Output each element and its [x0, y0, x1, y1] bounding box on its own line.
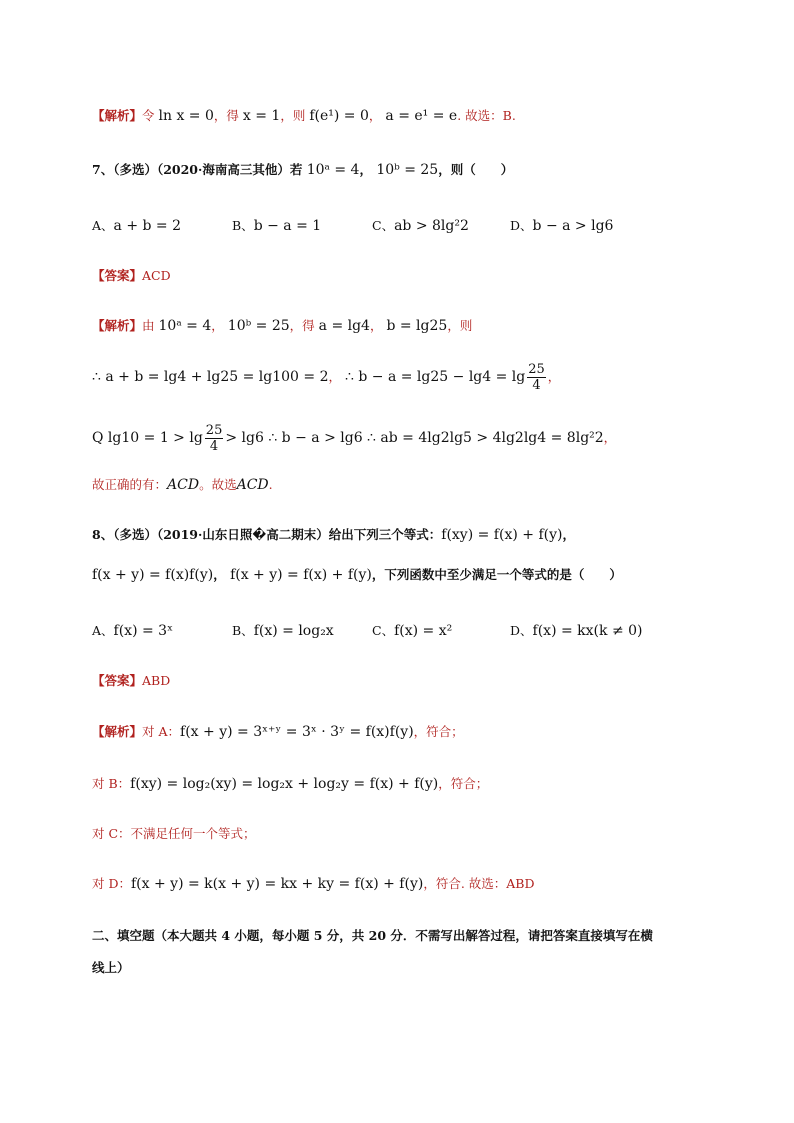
- text: 对 C：不满足任何一个等式；: [92, 826, 256, 841]
- q8-solution-b: [92, 774, 488, 794]
- q8-title-line-2: [92, 565, 622, 585]
- option-math: b − a = 1: [253, 218, 322, 234]
- fraction-numerator: 25: [528, 362, 545, 377]
- math: ACD: [167, 477, 200, 493]
- answer-tag: 【答案】: [92, 268, 143, 283]
- math: f(x + y) = 3ˣ⁺ʸ = 3ˣ · 3ʸ = f(x)f(y): [180, 724, 414, 740]
- q8-option-a: [92, 621, 173, 641]
- option-label: C、: [372, 218, 395, 233]
- answer-tag: 【答案】: [92, 673, 143, 688]
- text: ，: [369, 318, 383, 333]
- math: 10ᵇ = 25: [227, 318, 290, 334]
- fraction: [527, 362, 546, 393]
- q8-title-text: 8、（多选）（2019·山东日照�高二期末）给出下列三个等式：: [92, 527, 442, 542]
- option-label: B、: [232, 623, 254, 638]
- option-math: b − a > lg6: [532, 218, 614, 234]
- math: ∴ a + b = lg4 + lg25 = lg100 = 2: [92, 369, 329, 385]
- q7-option-c: [372, 216, 469, 236]
- text: ，: [211, 318, 224, 333]
- section-2-heading-line-2: 线上）: [92, 960, 130, 975]
- math: 10ᵇ = 25: [376, 162, 439, 178]
- q7-title-text: 7、（多选）（2020·海南高三其他）若: [92, 162, 303, 177]
- option-math: a + b = 2: [113, 218, 182, 234]
- math: x = 1: [242, 108, 281, 124]
- q8-solution-a: [92, 722, 464, 742]
- math: b = lg25: [386, 318, 448, 334]
- math: ∴ b − a = lg25 − lg4 = lg: [345, 369, 526, 385]
- text: ，得: [289, 318, 315, 333]
- math: 10ᵃ = 4: [306, 162, 360, 178]
- section-2-heading-line-1: 二、填空题（本大题共 4 小题，每小题 5 分，共 20 分．不需写出解答过程，请把答案直接填写在横: [92, 928, 653, 943]
- q8-option-d: [510, 621, 643, 641]
- option-math: f(x) = kx(k ≠ 0): [532, 623, 643, 639]
- option-label: D、: [510, 623, 533, 638]
- text: 对 B：: [92, 776, 131, 791]
- answer-value: ACD: [142, 268, 171, 283]
- option-label: B、: [232, 218, 254, 233]
- q8-solution-c: [92, 824, 256, 844]
- text: ，: [562, 527, 575, 542]
- q7-option-d: [510, 216, 613, 236]
- q8-answer-line: [92, 671, 170, 691]
- math: f(e¹) = 0: [309, 108, 369, 124]
- q7-option-b: [232, 216, 321, 236]
- prev-solution-line: [92, 106, 516, 126]
- q8-option-c: [372, 621, 452, 641]
- math: f(x + y) = k(x + y) = kx + ky = f(x) + f(y): [131, 876, 424, 892]
- text: . 故选：B.: [457, 108, 516, 123]
- q7-title-end: ，则（ ）: [438, 162, 514, 177]
- math: a = e¹ = e: [385, 108, 458, 124]
- analysis-tag: 【解析】: [92, 724, 143, 739]
- text: ，则: [280, 108, 306, 123]
- text: ，符合；: [438, 776, 489, 791]
- option-label: D、: [510, 218, 533, 233]
- answer-value: ABD: [142, 673, 171, 688]
- option-math: ab > 8lg²2: [394, 218, 469, 234]
- q7-conclusion: [92, 475, 273, 495]
- option-math: f(x) = 3ˣ: [113, 623, 174, 639]
- math: > lg6 ∴ b − a > lg6 ∴ ab = 4lg2lg5 > 4lg2lg4 = 8lg²2: [225, 430, 604, 446]
- math: f(x + y) = f(x)f(y): [92, 567, 214, 583]
- fraction-numerator: 25: [205, 423, 223, 438]
- q8-option-b: [232, 621, 334, 641]
- q7-solution-line-3: [92, 423, 616, 454]
- math: f(xy) = log₂(xy) = log₂x + log₂y = f(x) + f(y): [130, 776, 439, 792]
- math: a = lg4: [318, 318, 370, 334]
- text: ，符合. 故选：ABD: [423, 876, 535, 891]
- text: ，: [328, 369, 342, 384]
- option-math: f(x) = log₂x: [253, 623, 334, 639]
- text: .: [268, 477, 273, 492]
- sep: ，: [359, 162, 372, 177]
- math: f(xy) = f(x) + f(y): [441, 527, 563, 543]
- text: ，: [368, 108, 382, 123]
- text: 由: [142, 318, 155, 333]
- fraction-denominator: 4: [532, 378, 541, 393]
- text: ，得: [213, 108, 239, 123]
- sep: ，: [213, 567, 226, 582]
- text: 对 D：: [92, 876, 131, 891]
- option-label: C、: [372, 623, 395, 638]
- text: 对 A：: [142, 724, 181, 739]
- q7-option-a: [92, 216, 181, 236]
- fraction-denominator: 4: [209, 439, 219, 454]
- text: 故正确的有：: [92, 477, 168, 492]
- text: ，: [547, 369, 561, 384]
- analysis-tag: 【解析】: [92, 108, 143, 123]
- text: ，则: [447, 318, 473, 333]
- text: ，下列函数中至少满足一个等式的是（ ）: [371, 567, 622, 582]
- math: Q lg10 = 1 > lg: [92, 430, 203, 446]
- text: 令: [142, 108, 155, 123]
- q8-solution-d: [92, 874, 535, 894]
- math: ln x = 0: [158, 108, 214, 124]
- option-label: A、: [92, 623, 114, 638]
- fraction: [205, 423, 224, 454]
- q7-solution-line-2: [92, 362, 560, 393]
- text: 。故选: [199, 477, 237, 492]
- math: ACD: [236, 477, 269, 493]
- math: f(x + y) = f(x) + f(y): [230, 567, 372, 583]
- analysis-tag: 【解析】: [92, 318, 143, 333]
- q7-title: [92, 160, 513, 180]
- q7-solution-line-1: [92, 316, 472, 336]
- q8-title: [92, 525, 575, 545]
- option-label: A、: [92, 218, 114, 233]
- text: ，: [603, 430, 617, 445]
- text: ，符合；: [413, 724, 464, 739]
- math: 10ᵃ = 4: [158, 318, 212, 334]
- option-math: f(x) = x²: [394, 623, 453, 639]
- q7-answer-line: [92, 266, 171, 286]
